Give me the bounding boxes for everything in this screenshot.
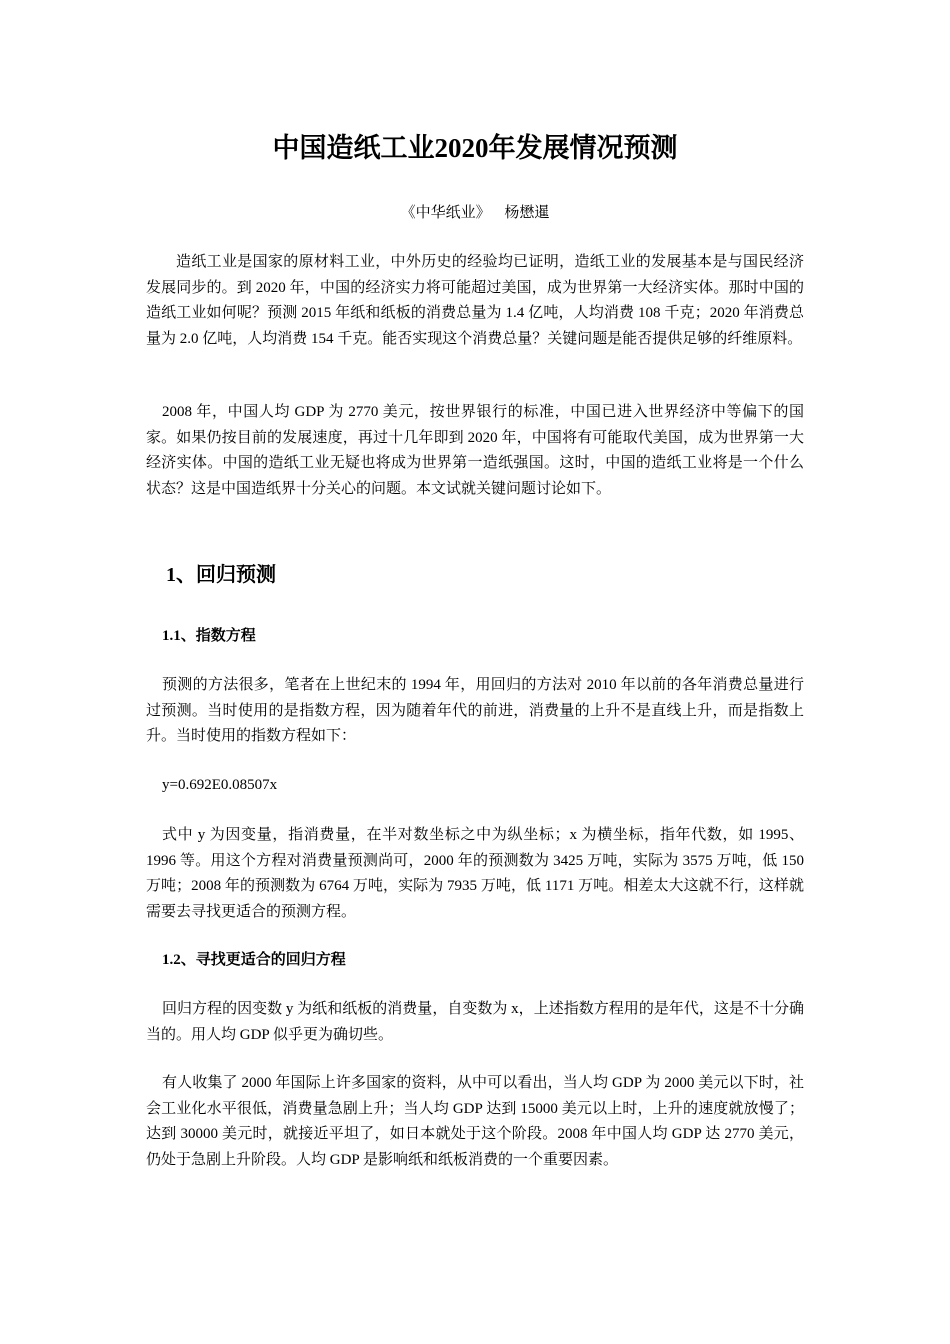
intro-paragraph-2: 2008 年，中国人均 GDP 为 2770 美元，按世界银行的标准，中国已进入世界经济中等偏下的国家。如果仍按目前的发展速度，再过十几年即到 2020 年，中国将有可能取代美国，成为世界第一大经济实体。中国的造纸工业无疑也将成为世界第一造纸强国。这时，中国的造纸工业将是一个什么状态？这是中国造纸界十分关心的问题。本文试就关键问题讨论如下。 [146, 404, 804, 497]
subsection-heading-1-1: 1.1、指数方程 [162, 628, 256, 644]
paragraph-1-1-a: 预测的方法很多，笔者在上世纪末的 1994 年，用回归的方法对 2010 年以前的各年消费总量进行过预测。当时使用的是指数方程，因为随着年代的前进，消费量的上升不是直线上升，而是指数上升。当时使用的指数方程如下： [146, 677, 804, 744]
section-heading-1: 1、回归预测 [166, 564, 276, 586]
paragraph-1-2-a: 回归方程的因变数 y 为纸和纸板的消费量，自变数为 x，上述指数方程用的是年代，这是不十分确当的。用人均 GDP 似乎更为确切些。 [146, 1001, 804, 1043]
document-title: 中国造纸工业2020年发展情况预测 [272, 133, 678, 163]
intro-paragraph-1: 造纸工业是国家的原材料工业，中外历史的经验均已证明，造纸工业的发展基本是与国民经济发展同步的。到 2020 年，中国的经济实力将可能超过美国，成为世界第一大经济实体。那时中国的造纸工业如何呢？预测 2015 年纸和纸板的消费总量为 1.4 亿吨，人均消费 108 千克；2020 年消费总量为 2.0 亿吨，人均消费 154 千克。能否实现这个消费总量？关键问题是能否提供足够的纤维原料。 [146, 254, 804, 347]
paragraph-1-1-b: 式中 y 为因变量，指消费量，在半对数坐标之中为纵坐标；x 为横坐标，指年代数，如 1995、1996 等。用这个方程对消费量预测尚可，2000 年的预测数为 3425 万吨，实际为 3575 万吨，低 150 万吨；2008 年的预测数为 6764 万吨，实际为 7935 万吨，低 1171 万吨。相差太大这就不行，这样就需要去寻找更适合的预测方程。 [146, 827, 804, 920]
byline: 《中华纸业》 杨懋暹 [400, 205, 550, 221]
exponential-formula: y=0.692E0.08507x [162, 777, 278, 793]
subsection-heading-1-2: 1.2、寻找更适合的回归方程 [162, 952, 346, 968]
paragraph-1-2-b: 有人收集了 2000 年国际上许多国家的资料，从中可以看出，当人均 GDP 为 2000 美元以下时，社会工业化水平很低，消费量急剧上升；当人均 GDP 达到 15000 美元以上时，上升的速度就放慢了；达到 30000 美元时，就接近平坦了，如日本就处于这个阶段。2008 年中国人均 GDP 达 2770 美元，仍处于急剧上升阶段。人均 GDP 是影响纸和纸板消费的一个重要因素。 [146, 1075, 804, 1168]
document-page [146, 0, 804, 1344]
